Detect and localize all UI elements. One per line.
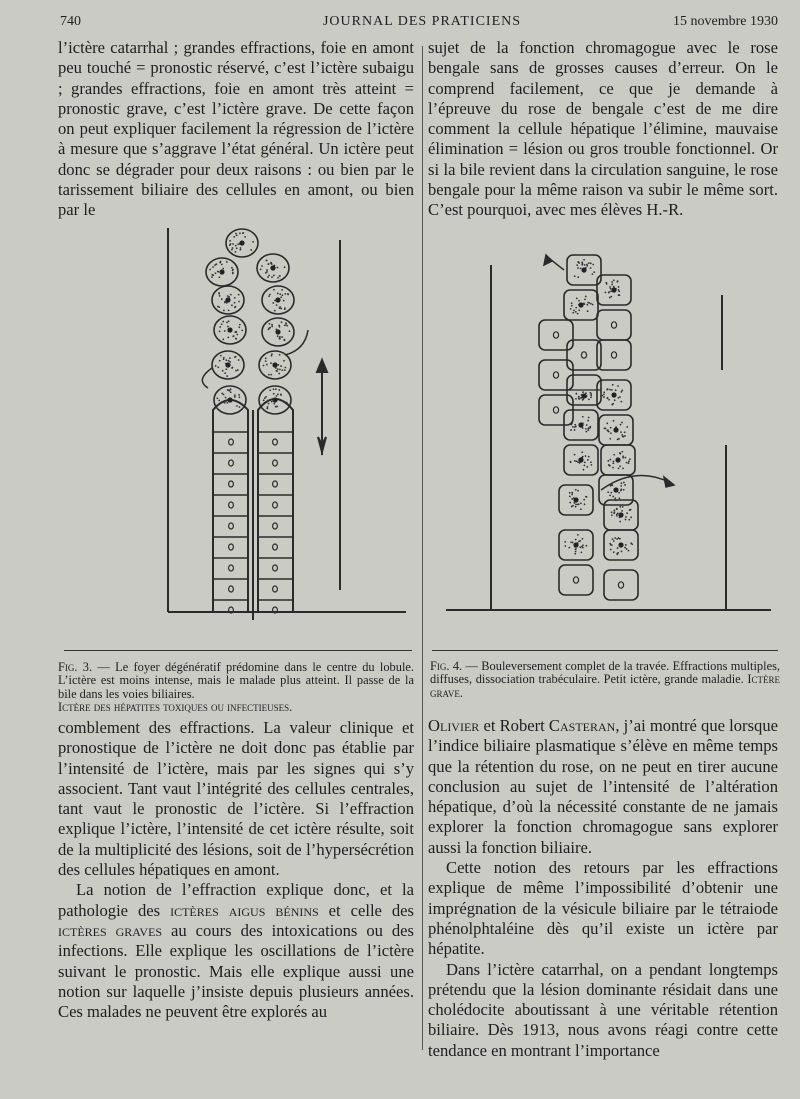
hepatocyte-cell bbox=[212, 351, 244, 379]
paragraph: comblement des effractions. La valeur clinique et pronostique de l’ictère ne doit donc pas établie par l’intensité de l’ictère, mais par les signes qui s’y associent. Tant vaut l’intégrité des cellules centrales, tant vaut le pronostic de l’ictère. Si l’effraction explique l’ictère, l’intensité de cet ictère résulte, soit de la multiplicité des lésions, soit de l’hypersécrétion des cellules hépatiques en amont. bbox=[58, 718, 414, 880]
hepatocyte-cell bbox=[604, 570, 638, 600]
cell-nucleus bbox=[273, 544, 278, 550]
hepatocyte-cell bbox=[597, 380, 631, 410]
hepatocyte-cell bbox=[559, 530, 593, 560]
cell-nucleus bbox=[229, 544, 234, 550]
hepatocyte-cell bbox=[604, 530, 638, 560]
paragraph: Cette notion des retours par les effractions explique de même l’impossibilité d’obtenir une imprégnation de la vésicule biliaire par le tétraiode phénolphtaléine dès qu’il existe un ictère par hépatite. bbox=[428, 858, 778, 959]
cell-nucleus bbox=[273, 460, 278, 466]
left-column-bottom-text bbox=[58, 718, 414, 1022]
cell-nucleus bbox=[229, 460, 234, 466]
figure-label: Fig. 4. bbox=[430, 659, 463, 673]
hepatocyte-cell bbox=[214, 316, 246, 344]
hepatocyte-cell bbox=[564, 445, 598, 475]
page-header bbox=[60, 14, 784, 36]
caption-text: — Bouleversement complet de la travée. Effractions multiples, diffuses, dissociation trabéculaire. Petit ictère, grande maladie. bbox=[430, 659, 780, 687]
hepatocyte-cell bbox=[559, 565, 593, 595]
cell-nucleus bbox=[273, 439, 278, 445]
hepatocyte-cell bbox=[567, 255, 601, 285]
figure-3-diagram bbox=[150, 220, 420, 625]
cell-column-right bbox=[258, 399, 293, 612]
hepatocyte-cell bbox=[601, 445, 635, 475]
cell-nucleus bbox=[273, 565, 278, 571]
hepatocyte-cell bbox=[214, 386, 246, 414]
hepatocyte-cell bbox=[262, 318, 294, 346]
paragraph: Dans l’ictère catarrhal, on a pendant longtemps prétendu que la lésion dominante résidait dans une cholédocite aboutissant à une véritable rétention biliaire. Dès 1913, nous avons réagi contre cette tendance en montrant l’importance bbox=[428, 959, 778, 1060]
cell-nucleus bbox=[229, 481, 234, 487]
hepatocyte-cell bbox=[539, 360, 573, 390]
figure-3-caption bbox=[58, 661, 414, 715]
cell-nucleus bbox=[229, 523, 234, 529]
arrowhead bbox=[544, 255, 552, 265]
left-column-top-text bbox=[58, 38, 414, 221]
hepatocyte-cell bbox=[597, 340, 631, 370]
bile-reflux-arrow bbox=[202, 368, 212, 388]
hepatocyte-cell bbox=[257, 254, 289, 282]
bile-reflux-arrow bbox=[601, 475, 671, 490]
caption-subtitle: Ictère grave. bbox=[430, 672, 780, 700]
paragraph: sujet de la fonction chromagogue avec le rose bengale sans de grosses causes d’erreur. On le comprend facilement, ce que je demande à l’épreuve du rose de bengale c’est de me dire comment la cellule hépatique l’élimine, mauvaise élimination = lésion ou gros trouble fonctionnel. Or si la bile revient dans la circulation sanguine, le rose bengale pour la même raison va subir le même sort. C’est pourquoi, avec mes élèves H.-R. bbox=[428, 38, 778, 220]
figure-label: Fig. 3. bbox=[58, 660, 93, 674]
page-number: 740 bbox=[60, 14, 81, 29]
hepatocyte-cell bbox=[559, 485, 593, 515]
paragraph: l’ictère catarrhal ; grandes effractions, foie en amont peu touché = pronostic réservé, c’est l’ictère subaigu ; grandes effractions, foie en amont très atteint = pronostic grave, c’est l’ictère grave. De cette façon on peut expliquer facilement la régression de l’ictère à mesure que s’aggrave l’état général. Un ictère peut donc se dégrader pour deux raisons : ou bien par le tarissement biliaire des cellules en amont, ou bien par le bbox=[58, 38, 414, 220]
hepatocyte-cell bbox=[597, 275, 631, 305]
right-column-top-text bbox=[428, 38, 778, 221]
hepatocyte-cell bbox=[212, 286, 244, 314]
hepatocyte-cell bbox=[259, 386, 291, 414]
paragraph: Olivier et Robert Casteran, j’ai montré que lorsque l’indice biliaire plasmatique s’élève en même temps que la rétention du rose, on ne peut en tirer aucune conclusion au sujet de l’intensité de l’altération hépatique, d’où la nécessité constante de ne jamais explorer la fonction chromagogue sans explorer aussi la fonction biliaire. bbox=[428, 716, 778, 857]
figure-rule bbox=[64, 650, 412, 651]
hepatocyte-cell bbox=[226, 229, 258, 257]
cell-nucleus bbox=[273, 586, 278, 592]
cell-nucleus bbox=[229, 565, 234, 571]
arrowhead bbox=[317, 360, 327, 372]
figure-4-diagram bbox=[436, 225, 776, 620]
hepatocyte-cell bbox=[262, 286, 294, 314]
cell-nucleus bbox=[229, 586, 234, 592]
hepatocyte-cell bbox=[564, 290, 598, 320]
hepatocyte-cell bbox=[567, 340, 601, 370]
hepatocyte-cell bbox=[599, 415, 633, 445]
cell-nucleus bbox=[273, 502, 278, 508]
figure-rule bbox=[432, 650, 778, 651]
cell-nucleus bbox=[229, 439, 234, 445]
caption-subtitle: Ictère des hépatites toxiques ou infectieuses. bbox=[58, 700, 293, 715]
column-divider bbox=[422, 46, 423, 1050]
right-column-bottom-text bbox=[428, 716, 778, 1061]
arrowhead bbox=[664, 477, 674, 487]
hepatocyte-cell bbox=[597, 310, 631, 340]
journal-title: JOURNAL DES PRATICIENS bbox=[322, 14, 522, 29]
cell-nucleus bbox=[229, 502, 234, 508]
figure-4-caption bbox=[430, 660, 780, 700]
hepatocyte-cell bbox=[567, 375, 601, 405]
hepatocyte-cell bbox=[206, 258, 238, 286]
issue-date: 15 novembre 1930 bbox=[673, 14, 778, 29]
hepatocyte-cell bbox=[539, 320, 573, 350]
cell-nucleus bbox=[273, 523, 278, 529]
caption-text: — Le foyer dégénératif prédomine dans le centre du lobule. L’ictère est moins intense, mais le malade plus atteint. Il passe de la bile dans les voies biliaires. bbox=[58, 660, 414, 701]
cell-nucleus bbox=[273, 481, 278, 487]
paragraph: La notion de l’effraction explique donc, et la pathologie des ictères aigus bénins et celle des ictères graves au cours des intoxications ou des infections. Elle explique les oscillations de l’ictère suivant le pronostic. Mais elle explique aussi une notion sur laquelle j’insiste depuis plusieurs années. Ces malades ne peuvent être explorés au bbox=[58, 880, 415, 1022]
